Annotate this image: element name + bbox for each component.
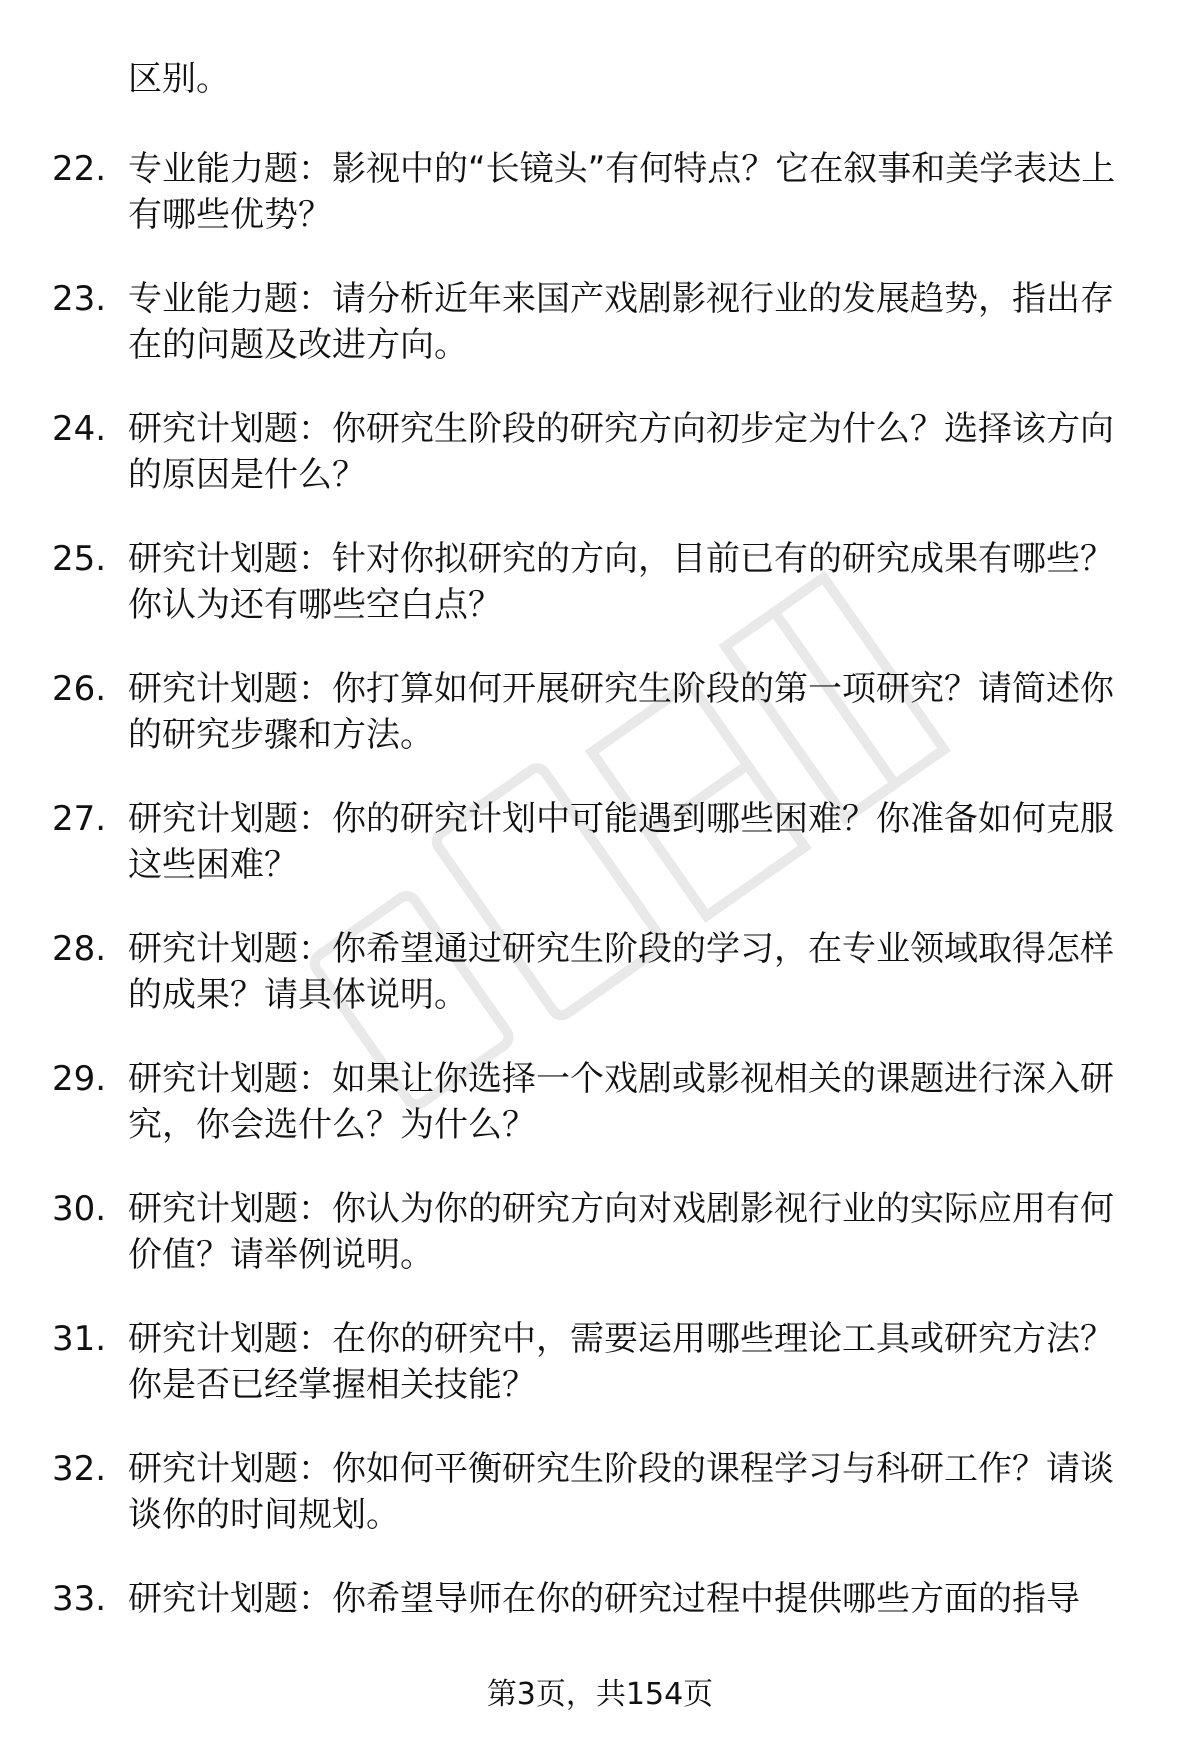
list-item (0, 796, 1200, 926)
question-text: 专业能力题：影视中的“长镜头”有何特点？它在叙事和美学表达上有哪些优势？ (128, 149, 1116, 235)
question-number: 33. (52, 1579, 107, 1619)
question-text: 研究计划题：你的研究计划中可能遇到哪些困难？你准备如何克服这些困难？ (128, 799, 1114, 885)
list-item (0, 1316, 1200, 1446)
question-text: 研究计划题：在你的研究中，需要运用哪些理论工具或研究方法？你是否已经掌握相关技能？ (128, 1319, 1114, 1405)
question-list (0, 146, 1200, 1706)
question-number: 23. (52, 279, 107, 319)
question-text: 研究计划题：你研究生阶段的研究方向初步定为什么？选择该方向的原因是什么？ (128, 409, 1114, 495)
question-number: 28. (52, 929, 107, 969)
continuation-text: 区别。 (128, 59, 230, 99)
question-text: 专业能力题：请分析近年来国产戏剧影视行业的发展趋势，指出存在的问题及改进方向。 (128, 279, 1114, 365)
question-number: 24. (52, 409, 107, 449)
list-item (0, 146, 1200, 276)
question-number: 30. (52, 1189, 107, 1229)
list-item (0, 1186, 1200, 1316)
question-text: 研究计划题：针对你拟研究的方向，目前已有的研究成果有哪些？你认为还有哪些空白点？ (128, 539, 1114, 625)
question-text: 研究计划题：你如何平衡研究生阶段的课程学习与科研工作？请谈谈你的时间规划。 (128, 1449, 1114, 1535)
question-number: 31. (52, 1319, 107, 1359)
list-item (0, 406, 1200, 536)
question-text: 研究计划题：如果让你选择一个戏剧或影视相关的课题进行深入研究，你会选什么？为什么？ (128, 1059, 1114, 1145)
question-number: 26. (52, 669, 107, 709)
list-item (0, 536, 1200, 666)
question-number: 25. (52, 539, 107, 579)
list-item (0, 926, 1200, 1056)
question-text: 研究计划题：你希望导师在你的研究过程中提供哪些方面的指导 (128, 1579, 1080, 1619)
list-item (0, 666, 1200, 796)
page-footer: 第3页，共154页 (486, 1677, 714, 1712)
question-number: 22. (52, 149, 107, 189)
question-number: 32. (52, 1449, 107, 1489)
question-text: 研究计划题：你打算如何开展研究生阶段的第一项研究？请简述你的研究步骤和方法。 (128, 669, 1114, 755)
list-item (0, 1446, 1200, 1576)
question-text: 研究计划题：你认为你的研究方向对戏剧影视行业的实际应用有何价值？请举例说明。 (128, 1189, 1114, 1275)
question-number: 29. (52, 1059, 107, 1099)
question-number: 27. (52, 799, 107, 839)
question-text: 研究计划题：你希望通过研究生阶段的学习，在专业领域取得怎样的成果？请具体说明。 (128, 929, 1114, 1015)
list-item (0, 1056, 1200, 1186)
list-item (0, 276, 1200, 406)
